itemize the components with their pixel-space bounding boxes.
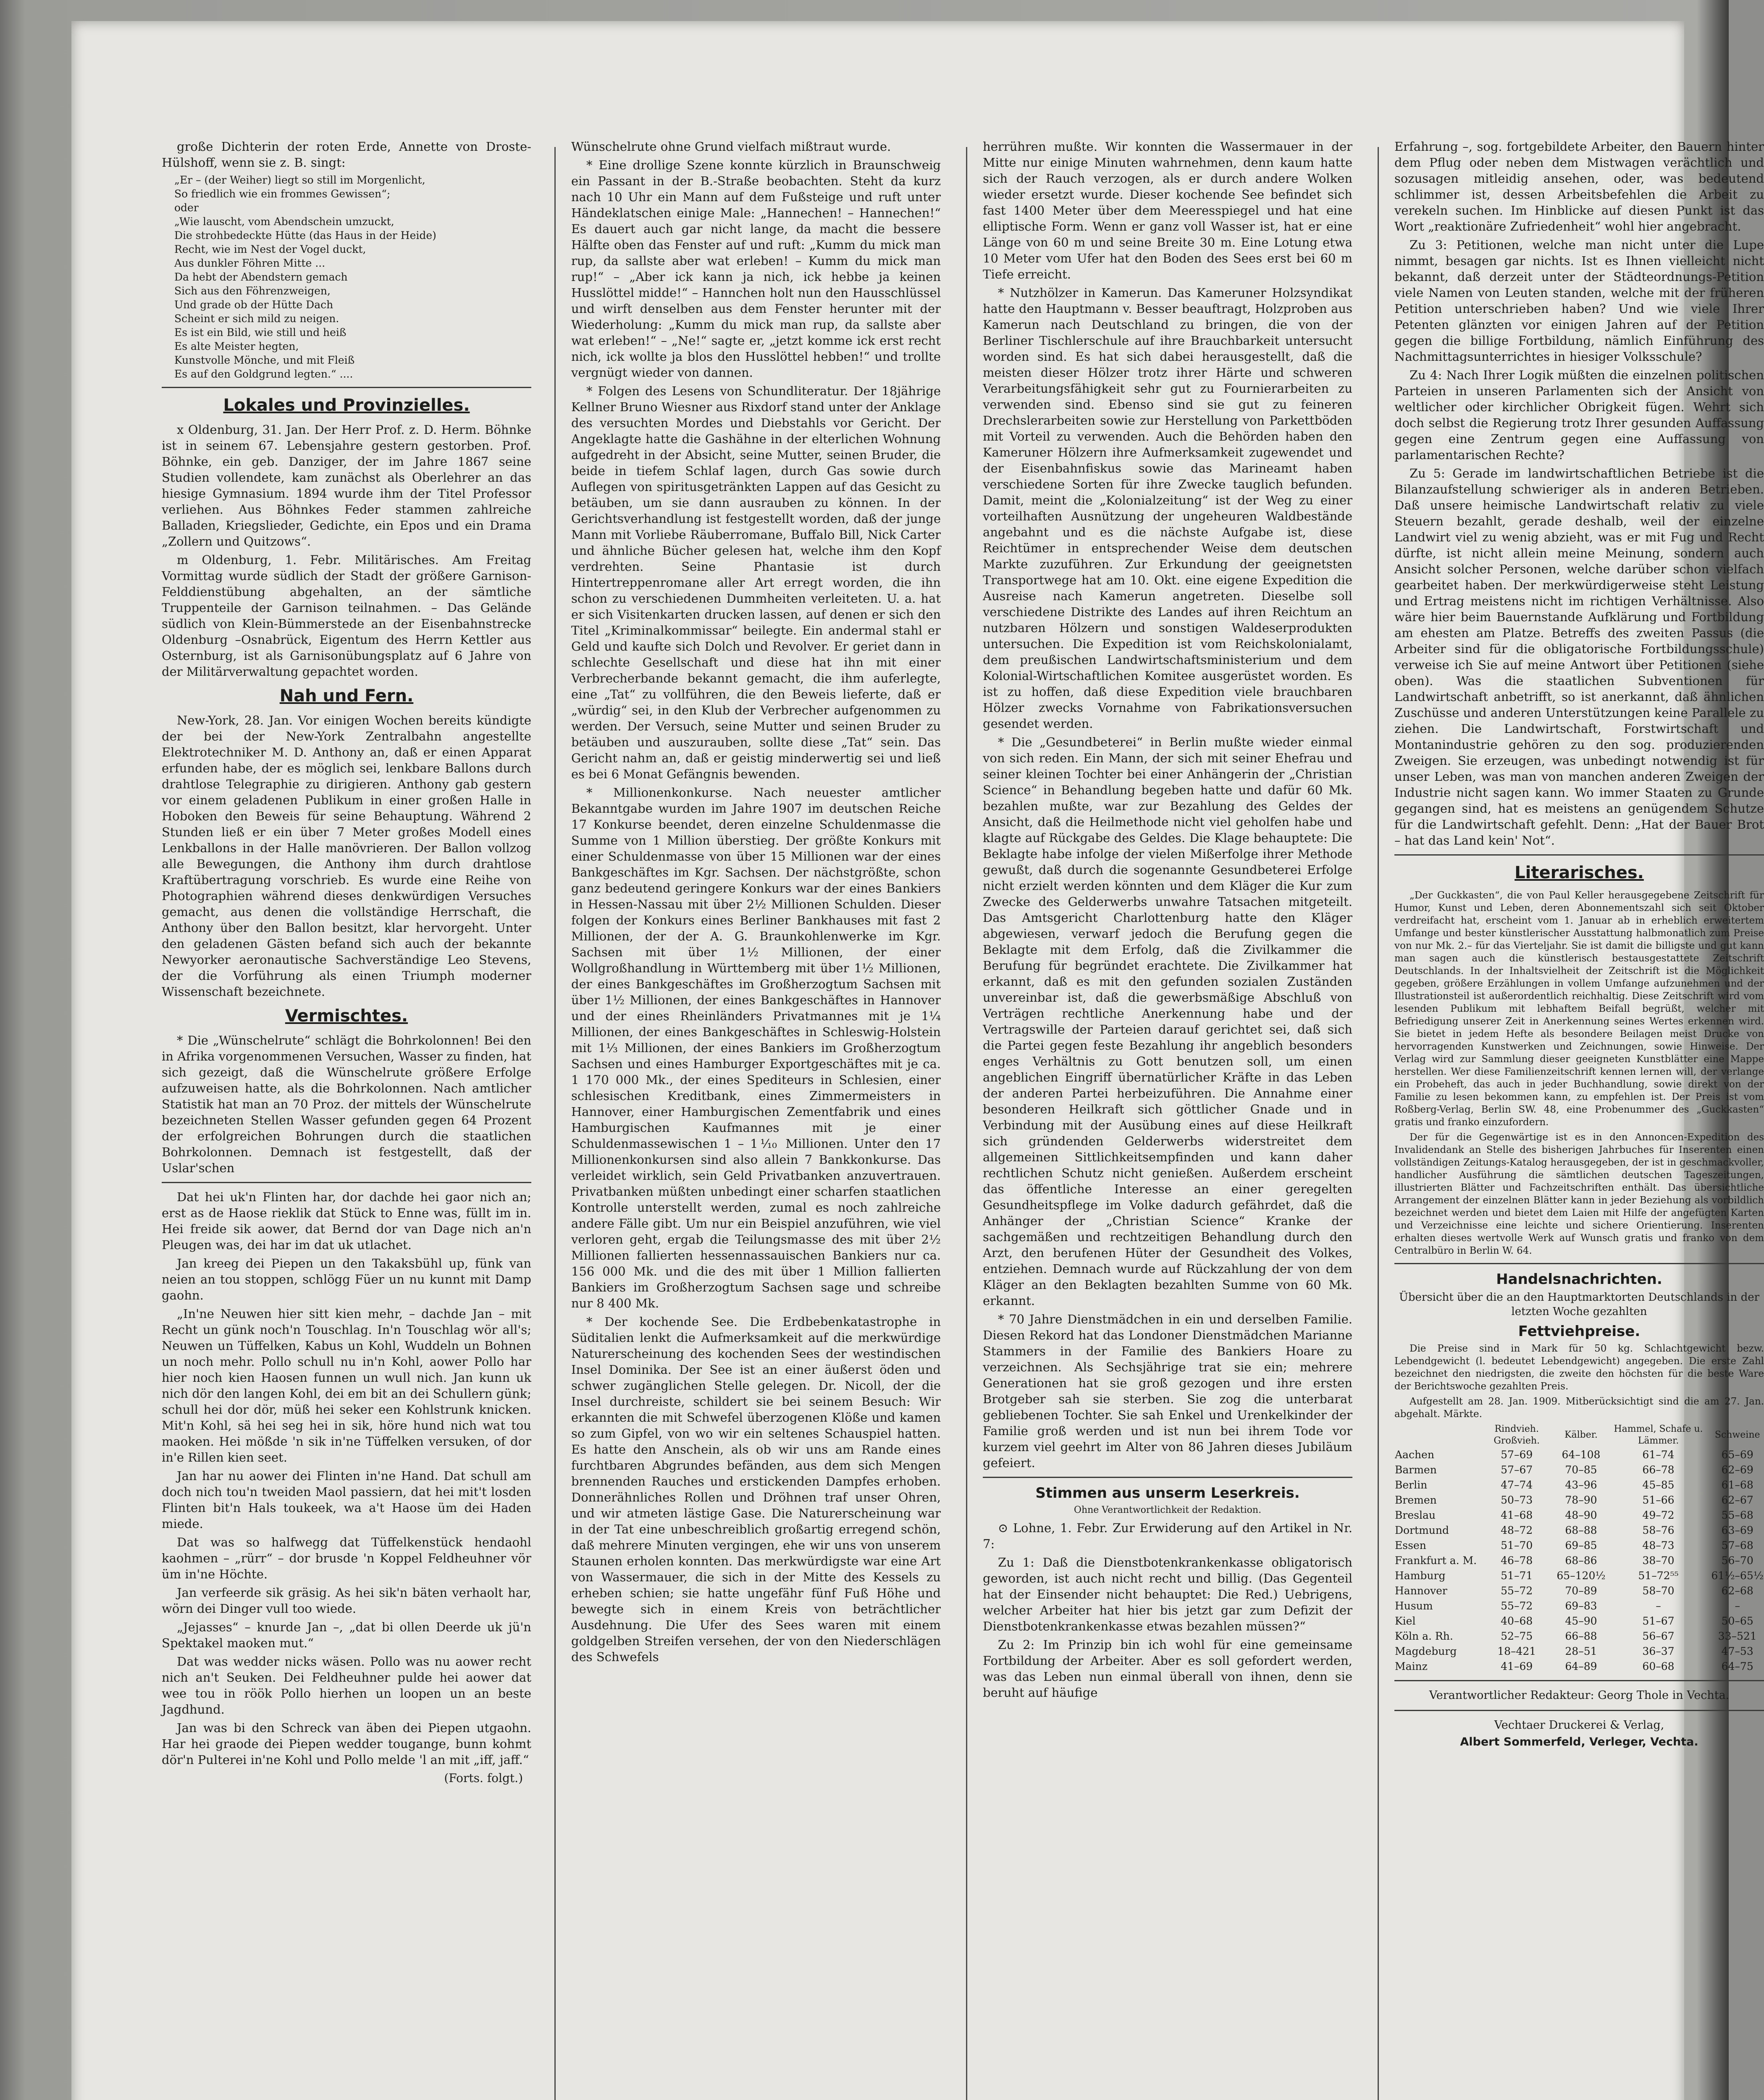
price-table-row — [1394, 1478, 1764, 1493]
literarisches-heading: Literarisches. — [1515, 863, 1644, 882]
vermischtes-article: * Die „Wünschelrute“ schlägt die Bohrkolonnen! Bei den in Afrika vorgenommenen Versuchen, Wasser zu finden, hat sich gezeigt, daß die Wünschelrute größere Erfolge aufzuweisen hatte, als die Bohrkolonnen. Nach amtlicher Statistik hat man an 70 Proz. der mittels der Wünschelrute bezeichneten Stellen Wasser gefunden gegen 64 Prozent der erfolgreichen Bohrungen durch die staatlichen Bohrkolonnen. Demnach ist festgestellt, daß der Uslar'schen — [162, 1033, 531, 1175]
price-cell: 55–68 — [1721, 1509, 1754, 1521]
lokales-article: m Oldenburg, 1. Febr. Militärisches. Am Freitag Vormittag wurde südlich der Stadt der größere Garnison-Felddienstübung abgehalten, an der sämtliche Truppenteile der Garnison teilnahmen. – Das Gelände südlich von Klein-Bümmerstede an der Eisenbahnstrecke Oldenburg –Osnabrück, Eigentum des Herrn Kettler aus Osternburg, ist als Garnisonübungsplatz auf 6 Jahre von der Militärverwaltung gepachtet worden. — [162, 553, 531, 679]
price-cell: 56–70 — [1721, 1554, 1754, 1567]
column-rule — [966, 147, 967, 2100]
market-city: Aachen — [1395, 1449, 1434, 1461]
market-city: Berlin — [1395, 1479, 1428, 1491]
price-cell: 64–108 — [1562, 1449, 1601, 1461]
story-paragraph: Jan kreeg dei Piepen un den Takaksbühl up, fünk van neien an tou stoppen, schlögg Füer un nu kunnt mit Damp gaohn. — [162, 1256, 531, 1302]
price-cell: 65–69 — [1721, 1449, 1754, 1461]
market-city: Husum — [1395, 1600, 1433, 1612]
story-paragraph: Dat hei uk'n Flinten har, dor dachde hei gaor nich an; erst as de Haose rieklik dat Stück to Enne was, füllt im in. Hei freide sik aower, dat Bernd dor van Dage nich an'n Pleugen was, dei har im dat uk utlachet. — [162, 1190, 531, 1252]
price-cell: 57–68 — [1721, 1539, 1754, 1551]
price-cell: 38–70 — [1642, 1554, 1675, 1567]
lokales-heading: Lokales und Provinzielles. — [223, 396, 470, 415]
price-table-column-header — [1394, 1423, 1477, 1447]
price-table-row — [1394, 1659, 1764, 1674]
price-cell: 41–68 — [1501, 1509, 1533, 1521]
price-cell: 68–88 — [1565, 1524, 1597, 1536]
column-1 — [162, 139, 531, 2100]
price-cell: 60–68 — [1642, 1660, 1675, 1672]
price-cell: 61½–65½ — [1711, 1570, 1764, 1582]
handel-heading: Handelsnachrichten. — [1496, 1271, 1662, 1288]
price-cell: 61–68 — [1721, 1479, 1754, 1491]
story-paragraph: Dat was so halfwegg dat Tüffelkenstück hendaohl kaohmen – „rürr“ – dor brusde 'n Koppel Feldheuhner vör üm in'ne Höchte. — [162, 1535, 531, 1581]
price-cell: 46–78 — [1501, 1554, 1533, 1567]
price-table-row — [1394, 1462, 1764, 1478]
price-cell: 58–76 — [1642, 1524, 1675, 1536]
price-table-row — [1394, 1493, 1764, 1508]
newspaper-page — [71, 21, 1764, 2100]
price-table — [1394, 1423, 1764, 1674]
price-cell: 57–69 — [1501, 1449, 1533, 1461]
price-cell: 18–421 — [1497, 1645, 1536, 1657]
section-divider — [1394, 1680, 1764, 1681]
market-city: Mainz — [1395, 1660, 1428, 1672]
market-city: Dortmund — [1395, 1524, 1449, 1536]
nah-fern-heading: Nah und Fern. — [279, 686, 414, 706]
price-cell: 49–72 — [1642, 1509, 1675, 1521]
price-cell: 41–69 — [1501, 1660, 1533, 1672]
poem-quote: „Er – (der Weiher) liegt so still im Morgenlicht, So friedlich wie ein frommes Gewissen“; oder „Wie lauscht, vom Abendschein umzuckt, Die strohbedeckte Hütte (das Haus in der Heide) Recht, wie im Nest der Vogel duckt, Aus dunkler Föhren Mitte ... Da hebt der Abendstern gemach Sich aus den Föhrenzweigen, Und grade ob der Hütte Dach Scheint er sich mild zu neigen. Es ist ein Bild, wie still und heiß Es alte Meister hegten, Kunstvolle Mönche, und mit Fleiß Es auf den Goldgrund legten.“ .... — [174, 174, 436, 380]
story-paragraph: Jan was bi den Schreck van äben dei Piepen utgaohn. Har hei graode dei Piepen wedder tougange, bunn kohmt dör'n Pulterei in'ne Kohl und Pollo melde 'l an mit „iff, jaff.“ — [162, 1721, 531, 1767]
handel-intro: Die Preise sind in Mark für 50 kg. Schlachtgewicht bezw. Lebendgewicht (l. bedeutet Lebendgewicht) angegeben. Die erste Zahl bezeichnet den niedrigsten, die zweite den höchsten für die beste Ware der Berichtswoche gezahlten Preis. — [1394, 1343, 1764, 1392]
article-continuation: herrühren mußte. Wir konnten die Wassermauer in der Mitte nur einige Minuten wahrnehmen, denn kaum hatte sich der Rauch verzogen, als er durch andere Wolken wieder ersetzt wurde. Dieser kochende See befindet sich fast 1400 Meter über dem Meeresspiegel und hat eine elliptische Form. Wenn er ganz voll Wasser ist, hat er eine Länge von 60 m und seine Breite 30 m. Eine Lotung etwa 10 Meter vom Ufer hat den Boden des Sees erst bei 60 m Tiefe erreicht. — [983, 139, 1352, 281]
price-table-row — [1394, 1447, 1764, 1462]
price-cell: 51–72⁵⁵ — [1638, 1570, 1679, 1582]
price-cell: – — [1656, 1600, 1661, 1612]
price-table-row — [1394, 1614, 1764, 1629]
price-cell: 50–65 — [1721, 1615, 1754, 1627]
price-table-row — [1394, 1553, 1764, 1568]
market-city: Kiel — [1395, 1615, 1416, 1627]
price-cell: 64–75 — [1721, 1660, 1754, 1672]
price-table-column-header: Hammel, Schafe u. Lämmer. — [1614, 1424, 1703, 1446]
handel-date: Aufgestellt am 28. Jan. 1909. Mitberücksichtigt sind die am 27. Jan. abgehalt. Märkte. — [1394, 1396, 1764, 1420]
price-cell: 43–96 — [1565, 1479, 1597, 1491]
story-paragraph: Jan har nu aower dei Flinten in'ne Hand. Dat schull am doch nich tou'n tweiden Maol passiern, dat hei mit't losden Flinten bit'n Hals toukeek, wa a't Haose üm dei Haden miede. — [162, 1469, 531, 1531]
stimmen-heading: Stimmen aus unserm Leserkreis. — [1035, 1485, 1300, 1502]
vermischtes-article: * Folgen des Lesens von Schundliteratur. Der 18jährige Kellner Bruno Wiesner aus Rixdorf stand unter der Anklage des versuchten Mordes und Diebstahls vor Gericht. Der Angeklagte hatte die Gashähne in der elterlichen Wohnung aufgedreht in der Absicht, seine Mutter, seinen Bruder, die beide in tiefem Schlaf lagen, durch Gas sowie durch Auflegen von spiritusgetränkten Lappen auf das Gesicht zu betäuben, um sie dann ausrauben zu können. In der Gerichtsverhandlung ist festgestellt worden, daß der junge Mann mit Vorliebe Räuberromane, Buffalo Bill, Nick Carter und ähnliche Bücher gelesen hat, welche ihm den Kopf verdrehten. Seine Phantasie ist durch Hintertreppenromane aller Art erregt worden, die ihn schon zu verschiedenen Dummheiten verleiteten. U. a. hat er sich Visitenkarten drucken lassen, auf denen er sich den Titel „Kriminalkommissar“ beilegte. Ein andermal stahl er Geld und kaufte sich Dolch und Revolver. Er geriet dann in schlechte Gesellschaft und diese hat ihn mit einer Verbrecherbande bekannt gemacht, die ihm auferlegte, eine „Tat“ zu vollführen, die den Beweis lieferte, daß er „würdig“ sei, in den Klub der Verbrecher aufgenommen zu werden. Der Versuch, seine Mutter und seinen Bruder zu betäuben und auszurauben, sollte diese „Tat“ sein. Das Gericht nahm an, daß er geistig minderwertig sei und ließ es bei 6 Monat Gefängnis bewenden. — [571, 384, 941, 781]
price-cell: 56–67 — [1642, 1630, 1675, 1642]
price-cell: 55–72 — [1501, 1585, 1533, 1597]
price-table-row — [1394, 1508, 1764, 1523]
price-cell: 51–71 — [1501, 1570, 1533, 1582]
column-3 — [983, 139, 1352, 2100]
vermischtes-article: * Nutzhölzer in Kamerun. Das Kameruner Holzsyndikat hatte den Hauptmann v. Besser beauftragt, Holzproben aus Kamerun nach Deutschland zu bringen, die von der Berliner Tischlerschule auf ihre Brauchbarkeit untersucht worden sind. Es hat sich dabei herausgestellt, daß die meisten dieser Hölzer trotz ihrer Härte und schweren Verarbeitungsfähigkeit sehr gut zu Fournierarbeiten zu verwenden sind. Ebenso sind sie gut zu feineren Drechslerarbeiten sowie zur Herstellung von Parkettböden mit Vorteil zu verwenden. Auch die Behörden haben den Kameruner Hölzern ihre Aufmerksamkeit zugewendet und der Eisenbahnfiskus sowie das Marineamt haben verschiedene Sorten für ihre Zwecke tauglich befunden. Damit, meint die „Kolonialzeitung“ ist der Weg zu einer vorteilhaften Ausnützung der ungeheuren Waldbestände angebahnt und es die nächste Aufgabe ist, diese Reichtümer in entsprechender Weise dem deutschen Markte zuzuführen. Zur Erkundung der geeignetsten Transportwege hat am 10. Okt. eine eigene Expedition die Ausreise nach Kamerun angetreten. Dieselbe soll verschiedene Distrikte des Landes auf ihren Reichtum an nutzbaren Hölzern und sonstigen Waldeserprodukten untersuchen. Die Expedition ist vom Reichskolonialamt, dem preußischen Landwirtschaftsministerium und dem Kolonial-Wirtschaftlichen Komitee ausgerüstet worden. Es ist zu hoffen, daß diese Expedition viele brauchbaren Hölzer zwecks Vornahme von Fabrikationsversuchen gesendet werden. — [983, 286, 1352, 731]
price-cell: 52–75 — [1501, 1630, 1533, 1642]
imprint-editor: Verantwortlicher Redakteur: Georg Thole in Vechta. — [1429, 1689, 1730, 1702]
price-cell: 51–67 — [1642, 1615, 1675, 1627]
section-divider — [1394, 1710, 1764, 1711]
vermischtes-article: * Eine drollige Szene konnte kürzlich in Braunschweig ein Passant in der B.-Straße beobachten. Steht da kurz nach 10 Uhr ein Mann auf dem Fußsteige und ruft unter Händeklatschen einige Male: „Hannechen! – Hannechen!“ Es dauert auch gar nicht lange, da macht die bessere Hälfte oben das Fenster auf und ruft: „Kumm du mick man rup, da sallste aber wat erleben! – Kumm du mick man rup!“ – „Aber ick kann ja nich, ick hebbe ja keinen Husslöttel midde!“ – Hannchen holt nun den Hausschlüssel und wirft denselben aus dem Fenster herunter mit der Wiederholung: „Kumm du mick man rup, da sallste aber wat erleben!“ – „Ne!“ sagte er, „jetzt komme ick erst recht nich, ick wollte ja blos den Husslöttel hebben!“ und trollte vergnügt wieder von dannen. — [571, 158, 941, 380]
section-divider — [983, 1477, 1352, 1478]
market-city: Frankfurt a. M. — [1395, 1554, 1477, 1567]
market-city: Hannover — [1395, 1585, 1447, 1597]
section-divider — [1394, 854, 1764, 856]
section-divider — [162, 387, 531, 388]
price-cell: 66–88 — [1565, 1630, 1597, 1642]
price-cell: 78–90 — [1565, 1494, 1597, 1506]
price-cell: 70–85 — [1565, 1464, 1597, 1476]
price-cell: 47–53 — [1721, 1645, 1754, 1657]
reader-letter: Erfahrung –, sog. fortgebildete Arbeiter, den Bauern hinter dem Pflug oder neben dem Mistwagen verächtlich und sozusagen mitleidig ansehen, oder, was bedeutend schlimmer ist, dessen Arbeitsbefehlen die Arbeit zu verekeln suchen. Im Hinblicke auf diesen Punkt ist das Wort „reaktionäre Zufriedenheit“ wohl hier angebracht. — [1394, 139, 1764, 234]
price-cell: 51–66 — [1642, 1494, 1675, 1506]
price-cell: 69–85 — [1565, 1539, 1597, 1551]
price-cell: 62–69 — [1721, 1464, 1754, 1476]
price-cell: 69–83 — [1565, 1600, 1597, 1612]
market-city: Barmen — [1395, 1464, 1437, 1476]
literarisches-article: Der für die Gegenwärtige ist es in den Annoncen-Expedition des Invalidendank an Stelle des bisherigen Jahrbuches für Inserenten einen vollständigen Zeitungs-Katalog herausgegeben, der ist in geschmackvoller, handlicher Ausführung die sämtlichen deutschen Tageszeitungen, illustrierten Blätter und Fachzeitschriften enthält. Das übersichtliche Arrangement der einzelnen Blätter kann in jeder Beziehung als vorbildlich bezeichnet werden und bietet dem Laien mit Hilfe der angefügten Karten und Verzeichnisse eine leichte und sichere Orientierung. Inserenten erhalten dieses wertvolle Werk auf Wunsch gratis und franko von dem Centralbüro in Berlin W. 64. — [1394, 1132, 1764, 1256]
price-cell: 63–69 — [1721, 1524, 1754, 1536]
price-cell: 68–86 — [1565, 1554, 1597, 1567]
market-city: Bremen — [1395, 1494, 1437, 1506]
column-2 — [571, 139, 941, 2100]
story-paragraph: „Jejasses“ – knurde Jan –, „dat bi ollen Deerde uk jü'n Spektakel maoken mut.“ — [162, 1620, 531, 1650]
price-cell: 45–85 — [1642, 1479, 1675, 1491]
price-cell: 48–72 — [1501, 1524, 1533, 1536]
price-table-header — [1394, 1423, 1764, 1447]
price-cell: 62–67 — [1721, 1494, 1754, 1506]
imprint-owner — [1394, 1734, 1764, 1751]
market-city: Breslau — [1395, 1509, 1436, 1521]
column-rule — [1378, 147, 1379, 2100]
handel-title: Fettviehpreise. — [1518, 1323, 1641, 1340]
article-continuation: Wünschelrute ohne Grund vielfach mißtraut wurde. — [571, 139, 891, 154]
vermischtes-heading: Vermischtes. — [285, 1006, 408, 1026]
price-cell: 48–73 — [1642, 1539, 1675, 1551]
section-divider — [162, 1182, 531, 1183]
story-continued-note: (Forts. folgt.) — [444, 1771, 523, 1785]
story-paragraph: Dat was wedder nicks wäsen. Pollo was nu aower recht nich an't Seuken. Dei Feldheuhner pulde hei aower dat wee tou in röök Pollo hierhen un loopen un an beste Jagdhund. — [162, 1654, 531, 1717]
price-cell: 47–74 — [1501, 1479, 1533, 1491]
price-cell: 33–521 — [1718, 1630, 1757, 1642]
story-paragraph: „In'ne Neuwen hier sitt kien mehr, – dachde Jan – mit Recht un günk noch'n Touschlag. In'n Touschlag wör all's; Neuwen un Tüffelken, Kabus un Kohl, Wuddeln un Bohnen un noch mehr. Pollo schull nu in'n Kohl, aower Pollo har hier noch kien Haosen funnen un wull nich. Jan kunn uk nich dör den langen Kohl, dei em bit an dei Schullern günk; schull hei dor dör, müß hei seker een Kohlstrunk knicken. Mit'n Kohl, sä hei seg hei in sik, höre hund nich wat tou maoken. Hei mößde 'n sik in'ne Tüffelken versuken, of dor in'e Rillen kien seet. — [162, 1307, 531, 1465]
handel-subtitle: Übersicht über die an den Hauptmarktorten Deutschlands in der letzten Woche gezahlten — [1399, 1291, 1760, 1318]
price-cell: 40–68 — [1501, 1615, 1533, 1627]
price-cell: 62–68 — [1721, 1585, 1754, 1597]
price-cell: 66–78 — [1642, 1464, 1675, 1476]
reader-letter: Zu 3: Petitionen, welche man nicht unter die Lupe nimmt, besagen gar nichts. Ist es Ihnen vielleicht nicht bekannt, daß derzeit unter der Städteordnungs-Petition viele Namen von Leuten standen, welche mit der früheren Petition unterschrieben haben? Und wie viele Ihrer Petenten glänzten vor einigen Jahren auf der Petition gegen die billige Fortbildung, nämlich Einführung des Nachmittagsunterrichtes in hiesiger Volksschule? — [1394, 238, 1764, 364]
market-city: Hamburg — [1395, 1570, 1446, 1582]
market-city: Essen — [1395, 1539, 1426, 1551]
price-cell: 51–70 — [1501, 1539, 1533, 1551]
literarisches-article: „Der Guckkasten“, die von Paul Keller herausgegebene Zeitschrift für Humor, Kunst und Leben, deren Abonnementszahl sich seit Oktober verdreifacht hat, erscheint vom 1. Januar ab in erheblich erweitertem Umfange und bester künstlerischer Ausstattung halbmonatlich zum Preise von nur Mk. 2.– für das Vierteljahr. Sie ist damit die billigste und gut kann man sagen auch die künstlerisch bestausgestattete Zeitschrift Deutschlands. In der Inhaltsvielheit der Zeitschrift ist die Möglichkeit gegeben, größere Erzählungen in vollem Umfange aufzunehmen und der Illustrationsteil ist außerordentlich reichhaltig. Diese Zeitschrift wird vom lesenden Publikum mit lebhaftem Beifall begrüßt, welcher mit Befriedigung unserer Zeit in Anerkennung seines Wertes erkennen wird. Sie bietet in jedem Hefte als besondere Beilagen meist Drucke von hervorragenden Kunstwerken und Zeichnungen, sowie Hinweise. Der Verlag wird zur Sammlung dieser geeigneten Kunstblätter eine Mappe herstellen. Wer diese Familienzeitschrift kennen lernen will, der verlange ein Probeheft, das auch in jeder Buchhandlung, sowie direkt von der Familie zu lesen bekommen kann, zu empfehlen ist. Der Preis ist vom Roßberg-Verlag, Berlin SW. 48, eine Probenummer des „Guckkasten“ gratis und franko einzufordern. — [1394, 890, 1764, 1128]
price-table-column-header: Schweine — [1714, 1430, 1760, 1440]
vermischtes-article: * 70 Jahre Dienstmädchen in ein und derselben Familie. Diesen Rekord hat das Londoner Dienstmädchen Marianne Stammers in der Familie des Bankiers Hoare zu verzeichnen. Als Sechsjährige trat sie ein; mehrere Generationen hat sie groß gezogen und ihre ersten Brotgeber sah sie sterben. Sie zog die unterbarat gebliebenen Tochter. Sie sah Enkel und Urenkelkinder der Familie groß werden und ist nun bei ihrem Tode vor kurzem viel geehrt im Alter von 86 Jahren dieses Jubiläum gefeiert. — [983, 1312, 1352, 1470]
price-table-row — [1394, 1583, 1764, 1599]
lokales-article: x Oldenburg, 31. Jan. Der Herr Prof. z. D. Herm. Böhnke ist in seinem 67. Lebensjahre gestern gestorben. Prof. Böhnke, ein geb. Danziger, der im Jahre 1867 seine Studien vollendete, kam zunächst als Oberlehrer an das hiesige Gymnasium. 1894 wurde ihm der Titel Professor verliehen. Aus Böhnkes Feder stammen zahlreiche Balladen, Kriegslieder, Gedichte, ein Epos und ein Drama „Zollern und Quitzows“. — [162, 423, 531, 549]
price-table-column-header: Rindvieh. Großvieh. — [1494, 1424, 1540, 1446]
price-table-row — [1394, 1523, 1764, 1538]
poem-intro: große Dichterin der roten Erde, Annette von Droste-Hülshoff, wenn sie z. B. singt: — [162, 139, 531, 170]
section-divider — [1394, 1263, 1764, 1264]
vermischtes-article: * Millionenkonkurse. Nach neuester amtlicher Bekanntgabe wurden im Jahre 1907 im deutschen Reiche 17 Konkurse beendet, deren einzelne Schuldenmasse die Summe von 1 Million überstieg. Der größte Konkurs mit einer Schuldenmasse von über 15 Millionen war der eines Bankgeschäftes im Kgr. Sachsen. Der nächstgrößte, schon ganz bedeutend geringere Konkurs war der eines Bankiers in Hessen-Nassau mit über 2½ Millionen Schulden. Dieser folgen der Konkurs eines Berliner Bankhauses mit fast 2 Millionen, der der A. G. Braunkohlenwerke im Kgr. Sachsen mit über 1½ Millionen, der einer Wollgroßhandlung in Württemberg mit über 1½ Millionen, der eines Bankgeschäftes im Großherzogtum Sachsen mit über 1½ Millionen, der eines Bankgeschäftes in Hannover und der eines Rheinländers Privatmannes mit je 1¼ Millionen, der eines Bankgeschäftes in Schleswig-Holstein mit 1⅓ Millionen, der eines Bankiers im Großherzogtum Sachsen und eines Hamburger Exportgeschäftes mit je ca. 1 170 000 Mk., der eines Spediteurs in Schlesien, einer schlesischen Kreditbank, eines Zimmermeisters in Hannover, einer Hamburgischen Zementfabrik und eines Hamburgischen Kaufmannes mit je einer Schuldenmassewischen 1 – 1⅒ Millionen. Unter den 17 Millionenkonkursen sind also allein 7 Bankkonkurse. Das verleidet wirklich, sein Geld Privatbanken anzuvertrauen. Privatbanken müßten unbedingt einer scharfen staatlichen Kontrolle unterstellt werden, zumal es noch zahlreiche andere Fälle gibt. Um nur ein Beispiel anzuführen, wie viel verloren geht, ergab die Teilungsmasse des mit über 2½ Millionen fallierten hessennassauischen Bankiers nur ca. 156 000 Mk. und die des mit über 1 Million fallierten Bankiers im Großherzogtum Sachsen sage und schreibe nur 8 400 Mk. — [571, 785, 941, 1310]
price-cell: 28–51 — [1565, 1645, 1597, 1657]
column-rule — [554, 147, 556, 2100]
price-cell: 57–67 — [1501, 1464, 1533, 1476]
nah-fern-article: New-York, 28. Jan. Vor einigen Wochen bereits kündigte der bei der New-York Zentralbahn angestellte Elektrotechniker M. D. Anthony an, daß er einen Apparat erfunden habe, der es möglich sei, lenkbare Ballons durch drahtlose Telegraphie zu dirigieren. Anthony gab gestern vor einem geladenen Publikum in einer großen Halle in Hoboken den Beweis für seine Behauptung. Während 2 Stunden ließ er ein über 7 Meter großes Modell eines Lenkballons in der Halle manövrieren. Der Ballon vollzog alle Bewegungen, die Anthony ihm durch drahtlose Kraftübertragung vorschrieb. Es wurde eine Reihe von Photographien während dieses denkwürdigen Versuches gemacht, aus denen die vollständige Herrschaft, die Anthony über den Ballon besitzt, klar hervorgeht. Unter den geladenen Gästen befand sich auch der bekannte Newyorker aeronautische Sachverständige Leo Stevens, der die Vorführung als einen Triumph moderner Wissenschaft bezeichnete. — [162, 713, 531, 999]
reader-letter: Zu 5: Gerade im landwirtschaftlichen Betriebe ist die Bilanzaufstellung schwieriger als in anderen Betrieben. Daß unsere heimische Landwirtschaft relativ zu viele Steuern bezahlt, gerade deshalb, weil der einzelne Landwirt viel zu wenig abzieht, was er mit Fug und Recht dürfte, ist nicht allein meine Meinung, sondern auch Ansicht solcher Personen, welche darüber schon vielfach gearbeitet haben. Der merkwürdigerweise steht Leistung und Ertrag meistens nicht im richtigen Verhältnisse. Also wäre hier beim Bauernstande Aufklärung und Fortbildung am ehesten am Platze. Betreffs des zweiten Passus (die Arbeiter sind für die obligatorische Fortbildungsschule) verweise ich Sie auf meine Antwort über Petitionen (siehe oben). Was die staatlichen Subventionen für Landwirtschaft anbetrifft, so ist anerkannt, daß ähnlichen Zuschüsse und anderen Unterstützungen keine Parallele zu ziehen. Die Landwirtschaft, Forstwirtschaft und Montanindustrie gehören zu den sog. produzierenden Zweigen. Sie erzeugen, was unbedingt notwendig ist für unser Leben, was man von manchen anderen Zweigen der Industrie nicht sagen kann. Wo immer Staaten zu Grunde gegangen sind, hat es meistens an genügendem Schutze für die Landwirtschaft gefehlt. Denn: „Hat der Bauer Brot – hat das Land kein' Not“. — [1394, 466, 1764, 848]
price-table-row — [1394, 1599, 1764, 1614]
price-cell: 64–89 — [1565, 1660, 1597, 1672]
price-table-column-header: Kälber. — [1564, 1430, 1598, 1440]
price-cell: 55–72 — [1501, 1600, 1533, 1612]
vermischtes-article: * Die „Gesundbeterei“ in Berlin mußte wieder einmal von sich reden. Ein Mann, der sich mit seiner Ehefrau und seiner kleinen Tochter bei einer Anhängerin der „Christian Science“ in Behandlung begeben hatte und dafür 60 Mk. bezahlen mußte, war zur Bezahlung des Geldes der Ansicht, daß die Heilmethode nicht viel geholfen habe und klagte auf Rückgabe des Geldes. Die Klage behauptete: Die Beklagte habe infolge der vielen Mißerfolge ihrer Methode gewußt, daß durch die sogenannte Gesundbeterei Erfolge nicht erzielt werden könnten und dem Kläger die Kur zum Zwecke des Gelderwerbs unwahre Tatsachen mitgeteilt. Das Amtsgericht Charlottenburg hatte den Kläger abgewiesen, verwarf jedoch die Berufung gegen die Beklagte mit dem Erfolg, daß die Zivilkammer die Berufung für begründet erachtete. Die Zivilkammer hat erkannt, daß es mit den gefunden sozialen Zuständen unvereinbar ist, daß die gewerbsmäßige Abschluß von Verträgen rechtliche Anerkennung habe und der Vertragswille der Parteien darauf gerichtet sei, daß sich die Partei gegen feste Bezahlung ihr angeblich besonders enges Verhältnis zu Gott benutzen soll, um einen angeblichen Eingriff übernatürlicher Kräfte in das Leben der anderen Partei herbeizuführen. Die Annahme einer besonderen Heilkraft sich göttlicher Gnade und in Verbindung mit der Ausübung eines auf diese Heilkraft sich gründenden Gelderwerbs widerstreitet dem allgemeinen Sittlichkeitsempfinden und kann daher rechtlichen Schutz nicht genießen. Außerdem erscheint das öffentliche Interesse an einer geregelten Gesundheitspflege im Volke dadurch gefährdet, daß die Anhänger der „Christian Science“ Kranke der sachgemäßen und rechtzeitigen Behandlung durch den Arzt, den berufenen Hüter der Gesundheit des Volkes, entziehen. Demnach wurde auf Rückzahlung der von dem Kläger an den Beklagten bezahlten Summe von 60 Mk. erkannt. — [983, 735, 1352, 1308]
price-table-row — [1394, 1644, 1764, 1659]
reader-letter: Zu 4: Nach Ihrer Logik müßten die einzelnen politischen Parteien in unseren Parlamenten sich der Ansicht von weltlicher oder kirchlicher Obrigkeit fügen. Wehrt sich doch selbst die Regierung trotz Ihrer gesunden Auffassung gegen eine Zentrum gegen eine Auffassung von parlamentarischen Rechte? — [1394, 368, 1764, 462]
market-city: Magdeburg — [1395, 1645, 1457, 1657]
price-cell: 48–90 — [1565, 1509, 1597, 1521]
price-cell: 58–70 — [1642, 1585, 1675, 1597]
story-paragraph: Jan verfeerde sik gräsig. As hei sik'n bäten verhaolt har, wörn dei Dinger vull too wiede. — [162, 1586, 531, 1616]
reader-letter: Zu 1: Daß die Dienstbotenkrankenkasse obligatorisch geworden, ist auch nicht recht und billig. (Das Gegenteil hat der Einsender nicht behauptet: Die Red.) Uebrigens, welcher Arbeiter hat hier bis jetzt gar zum Defizit der Dienstbotenkrankenkasse etwas bezahlen müssen?“ — [983, 1555, 1352, 1633]
imprint-owner-text: Albert Sommerfeld, Verleger, Vechta. — [1460, 1735, 1698, 1748]
price-cell: 70–89 — [1565, 1585, 1597, 1597]
price-cell: 36–37 — [1642, 1645, 1675, 1657]
price-cell: 50–73 — [1501, 1494, 1533, 1506]
price-cell: – — [1735, 1600, 1740, 1612]
price-table-row — [1394, 1629, 1764, 1644]
price-cell: 65–120½ — [1557, 1570, 1606, 1582]
price-table-row — [1394, 1538, 1764, 1553]
price-table-row — [1394, 1568, 1764, 1583]
price-cell: 45–90 — [1565, 1615, 1597, 1627]
market-city: Köln a. Rh. — [1395, 1630, 1453, 1642]
stimmen-disclaimer: Ohne Verantwortlichkeit der Redaktion. — [1074, 1505, 1262, 1515]
reader-letter: ⊙ Lohne, 1. Febr. Zur Erwiderung auf den Artikel in Nr. 7: — [983, 1521, 1352, 1551]
vermischtes-article: * Der kochende See. Die Erdbebenkatastrophe in Süditalien lenkt die Aufmerksamkeit auf die merkwürdige Naturerscheinung des kochenden Sees der westindischen Insel Dominika. Der See ist an einer äußerst öden und schwer zugänglichen Stelle gelegen. Dr. Nicoll, der die Insel durchreiste, schildert sie bei seinem Besuch: Wir erkannten die mit Schwefel überzogenen Klöße und kamen so zum Gipfel, von wo wir ein seltenes Schauspiel hatten. Es hatte den Anschein, als ob wir uns am Rande eines furchtbaren Abgrundes befänden, aus dem sich Mengen brennenden Rauches und erstickenden Dampfes erhoben. Donnerähnliches Rollen und Dröhnen traf unser Ohren, und wir atmeten lästige Gase. Die Naturerscheinung war in der Tat eine unbeschreiblich großartig erregend schön, daß mehrere Minuten vergingen, ehe wir uns von unserem Staunen erholen konnten. Das merkwürdigste war eine Art von Wassermauer, die sich in der Mitte des Kessels zu erheben schien; sie hatte ungefähr fünf Fuß Höhe und bewegte sich in einem Kreis von beträchtlicher Ausdehnung. Die Ufer des Sees waren mit einem goldgelben Streifen versehen, der von den Niederschlägen des Schwefels — [571, 1315, 941, 1664]
imprint-publisher: Vechtaer Druckerei & Verlag, — [1494, 1719, 1664, 1732]
reader-letter: Zu 2: Im Prinzip bin ich wohl für eine gemeinsame Fortbildung der Arbeiter. Aber es soll gefordert werden, was das Leben nun einmal überall von ihnen, denn sie beruht auf häufige — [983, 1638, 1352, 1700]
column-4 — [1394, 139, 1764, 2100]
price-cell: 61–74 — [1642, 1449, 1675, 1461]
